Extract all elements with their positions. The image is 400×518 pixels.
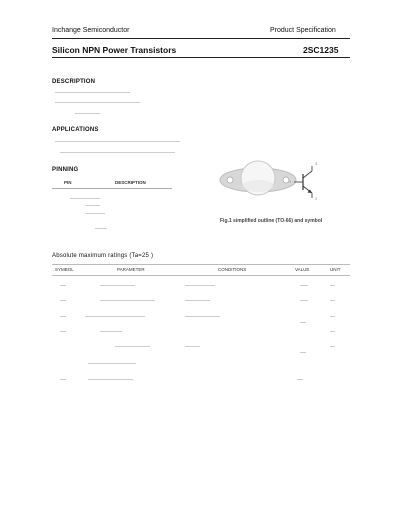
applications-line: [60, 152, 175, 153]
ratings-cell: [300, 322, 306, 323]
company-name: Inchange Semiconductor: [52, 27, 130, 34]
ratings-cell: [60, 300, 66, 301]
ratings-cell: [60, 379, 66, 380]
figure-caption: Fig.1 simplified outline (TO-66) and symbol: [220, 218, 323, 224]
ratings-col-parameter: PARAMETER: [117, 267, 145, 272]
description-line: [75, 113, 100, 114]
ratings-cell: [100, 331, 122, 332]
ratings-cell: [85, 316, 145, 317]
ratings-cell: [88, 363, 136, 364]
ratings-col-symbol: SYMBOL: [55, 267, 74, 272]
description-line: [55, 102, 140, 103]
ratings-cell: [60, 285, 66, 286]
ratings-cell: [100, 285, 135, 286]
ratings-rule-header: [52, 275, 350, 276]
part-number: 2SC1235: [303, 45, 339, 55]
ratings-cell: [60, 316, 66, 317]
ratings-cell: [185, 346, 200, 347]
ratings-cell: [330, 300, 335, 301]
npn-transistor-symbol: [292, 162, 322, 202]
ratings-cell: [300, 352, 306, 353]
document-type: Product Specification: [270, 27, 336, 34]
pinning-row: [85, 213, 105, 214]
ratings-cell: [300, 285, 308, 286]
ratings-cell: [300, 300, 308, 301]
symbol-pin-emitter: 2: [315, 196, 318, 201]
ratings-cell: [115, 346, 150, 347]
pinning-rule: [52, 188, 172, 189]
ratings-cell: [100, 300, 155, 301]
ratings-cell: [185, 285, 215, 286]
to66-package-image: [218, 158, 298, 203]
ratings-cell: [185, 300, 210, 301]
pinning-heading: PINNING: [52, 167, 79, 173]
header-rule-bottom: [52, 57, 350, 58]
pinning-row: [70, 198, 100, 199]
ratings-cell: [330, 316, 335, 317]
description-line: [55, 92, 130, 93]
ratings-cell: [88, 379, 133, 380]
ratings-cell: [330, 285, 335, 286]
description-heading: DESCRIPTION: [52, 79, 96, 85]
ratings-heading: Absolute maximum ratings (Ta=25 ): [52, 253, 154, 259]
symbol-pin-base: 1: [289, 179, 292, 184]
ratings-col-conditions: CONDITIONS: [218, 267, 247, 272]
applications-heading: APPLICATIONS: [52, 127, 99, 133]
ratings-col-value: VALUE: [295, 267, 310, 272]
applications-line: [55, 141, 180, 142]
symbol-pin-collector: 3: [315, 161, 318, 166]
ratings-cell: [60, 331, 66, 332]
ratings-cell: [330, 331, 335, 332]
pinning-col-pin: PIN: [64, 180, 72, 185]
ratings-col-unit: UNIT: [330, 267, 341, 272]
ratings-cell: [185, 316, 220, 317]
pinning-col-description: DESCRIPTION: [115, 180, 146, 185]
pinning-row: [95, 228, 107, 229]
ratings-rule-top: [52, 264, 350, 265]
ratings-cell: [330, 346, 335, 347]
product-title: Silicon NPN Power Transistors: [52, 45, 177, 55]
ratings-cell: [297, 379, 303, 380]
header-rule-top: [52, 38, 350, 39]
pinning-row: [85, 205, 100, 206]
